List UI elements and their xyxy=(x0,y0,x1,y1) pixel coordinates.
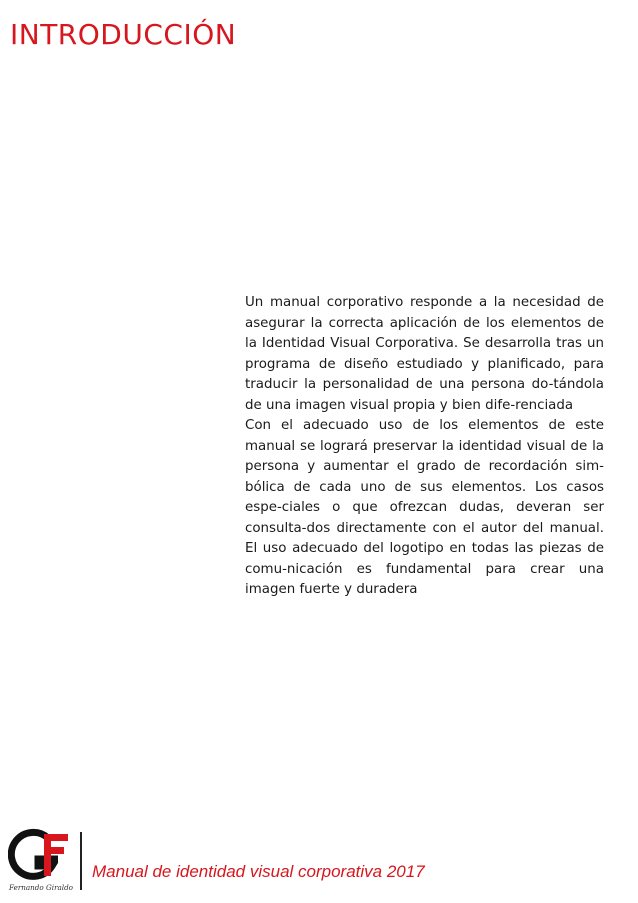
page-title: INTRODUCCIÓN xyxy=(10,18,237,51)
footer-divider xyxy=(80,832,82,890)
intro-text xyxy=(245,293,604,601)
footer-manual-title: Manual de identidad visual corporativa 2017 xyxy=(92,862,425,881)
brand-logo xyxy=(8,826,74,894)
intro-paragraph-1: Un manual corporativo responde a la necesidad de asegurar la correcta aplicación de los elementos de la Identidad Visual Corporativa. Se desarrolla tras un programa de diseño estudiado y planificado, para traducir la personalidad de una persona do-tándola de una imagen visual propia y bien dife-renciada xyxy=(245,295,604,413)
intro-paragraph-2: Con el adecuado uso de los elementos de este manual se logrará preservar la identidad visual de la persona y aumentar el grado de recordación sim-bólica de cada uno de sus elementos. Los casos espe-ciales o que ofrezcan dudas, deveran ser consulta-dos directamente con el autor del manual. El uso adecuado del logotipo en todas las piezas de comu-nicación es fundamental para crear una imagen fuerte y duradera xyxy=(245,418,604,597)
logo-f-shape xyxy=(44,834,68,876)
logo-caption: Fernando Giraldo xyxy=(8,883,74,892)
